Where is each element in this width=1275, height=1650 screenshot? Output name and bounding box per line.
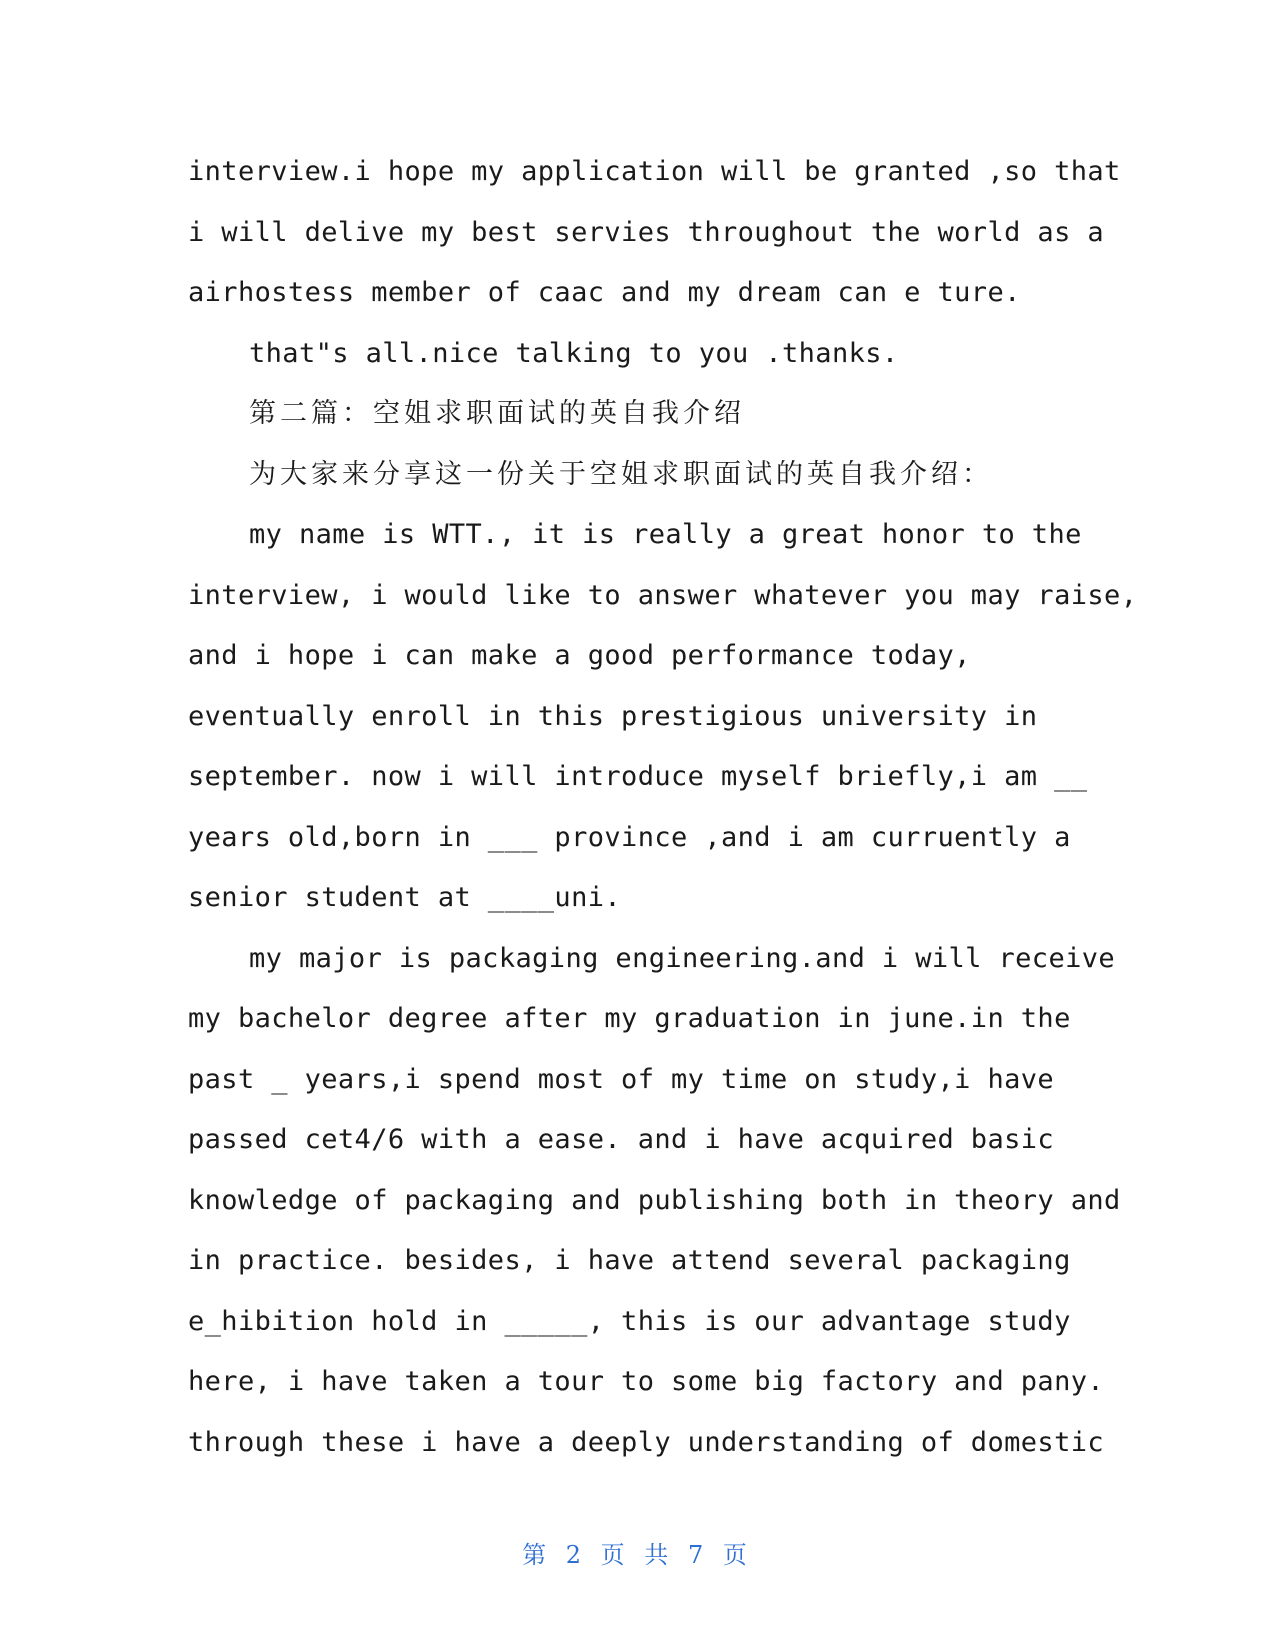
page-number-footer: 第 2 页 共 7 页: [522, 1541, 753, 1569]
text-line: passed cet4/6 with a ease. and i have acquired basic: [188, 1124, 1055, 1155]
text-line: through these i have a deeply understanding of domestic: [188, 1426, 1105, 1458]
text-line: past _ years,i spend most of my time on study,i have: [188, 1063, 1055, 1095]
text-line: in practice. besides, i have attend several packaging: [188, 1245, 1071, 1276]
text-line: here, i have taken a tour to some big factory and pany.: [188, 1366, 1105, 1397]
text-line: e_hibition hold in _____, this is our advantage study: [188, 1305, 1071, 1337]
text-line: my name is WTT., it is really a great honor to the: [249, 519, 1082, 550]
text-line: eventually enroll in this prestigious university in: [188, 700, 1038, 732]
text-line: that"s all.nice talking to you .thanks.: [249, 337, 899, 369]
text-line: i will delive my best servies throughout the world as a: [188, 216, 1105, 248]
text-line: years old,born in ___ province ,and i am curruently a: [188, 821, 1071, 853]
text-line: airhostess member of caac and my dream can e ture.: [188, 277, 1021, 308]
text-line: my major is packaging engineering.and i will receive: [249, 942, 1116, 974]
text-line: interview.i hope my application will be granted ,so that: [188, 156, 1121, 187]
text-line: interview, i would like to answer whatever you may raise,: [188, 579, 1138, 611]
document-body: [188, 150, 1138, 1481]
text-line: knowledge of packaging and publishing both in theory and: [188, 1184, 1121, 1216]
text-line: my bachelor degree after my graduation in june.in the: [188, 1003, 1071, 1034]
text-line: september. now i will introduce myself briefly,i am __: [188, 761, 1088, 792]
section-heading: 第二篇：空姐求职面试的英自我介绍: [249, 398, 745, 429]
text-line: senior student at ____uni.: [188, 882, 622, 913]
intro-line: 为大家来分享这一份关于空姐求职面试的英自我介绍：: [249, 458, 993, 490]
text-line: and i hope i can make a good performance today,: [188, 640, 971, 671]
